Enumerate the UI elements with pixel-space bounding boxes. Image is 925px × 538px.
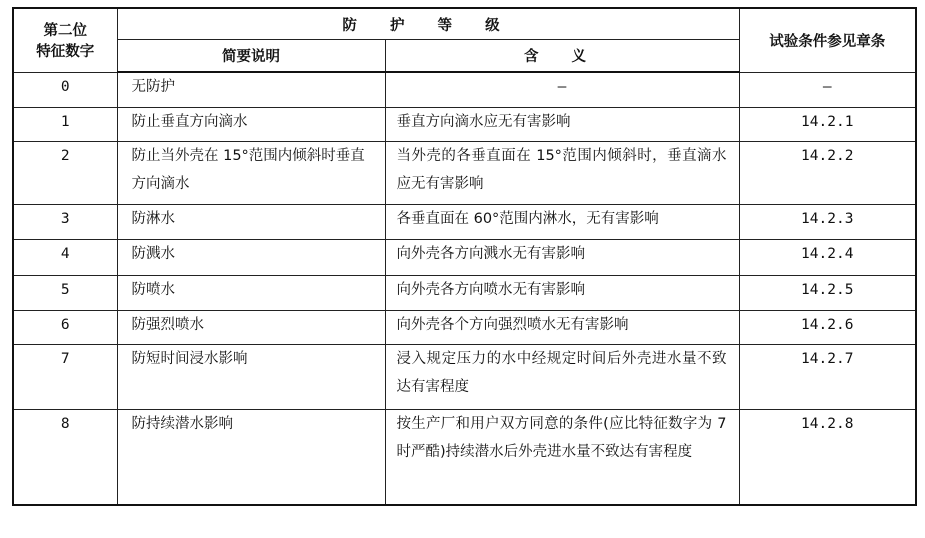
row-meaning: 按生产厂和用户双方同意的条件(应比特征数字为 7 时严酷)持续潜水后外壳进水量不致达有害程度 — [385, 410, 739, 506]
row-num: 6 — [13, 311, 117, 345]
table-row — [13, 108, 916, 142]
row-meaning: 向外壳各个方向强烈喷水无有害影响 — [385, 311, 739, 345]
table-row — [13, 410, 916, 506]
row-ref: 14.2.3 — [739, 205, 916, 240]
header-test-ref: 试验条件参见章条 — [739, 8, 916, 72]
row-meaning: 垂直方向滴水应无有害影响 — [385, 108, 739, 142]
header-digit-line2: 特征数字 — [36, 44, 95, 61]
row-desc: 防淋水 — [117, 205, 385, 240]
row-ref: 14.2.5 — [739, 276, 916, 311]
row-num: 1 — [13, 108, 117, 142]
header-digit-line1: 第二位 — [43, 23, 87, 40]
row-meaning: 各垂直面在 60°范围内淋水，无有害影响 — [385, 205, 739, 240]
row-desc: 防喷水 — [117, 276, 385, 311]
row-num: 7 — [13, 345, 117, 410]
row-desc: 防强烈喷水 — [117, 311, 385, 345]
table-row — [13, 345, 916, 410]
row-meaning: — — [385, 72, 739, 108]
table-row — [13, 142, 916, 205]
header-meaning: 含 义 — [385, 40, 739, 73]
row-ref: — — [739, 72, 916, 108]
header-brief: 简要说明 — [117, 40, 385, 73]
row-desc: 防持续潜水影响 — [117, 410, 385, 506]
table-row — [13, 276, 916, 311]
row-desc: 防短时间浸水影响 — [117, 345, 385, 410]
table-row — [13, 205, 916, 240]
header-protection-level: 防 护 等 级 — [117, 8, 739, 40]
row-num: 8 — [13, 410, 117, 506]
row-ref: 14.2.4 — [739, 240, 916, 276]
row-desc: 防止垂直方向滴水 — [117, 108, 385, 142]
row-desc: 无防护 — [117, 72, 385, 108]
row-num: 3 — [13, 205, 117, 240]
row-num: 2 — [13, 142, 117, 205]
row-ref: 14.2.2 — [739, 142, 916, 205]
row-meaning: 向外壳各方向喷水无有害影响 — [385, 276, 739, 311]
row-ref: 14.2.7 — [739, 345, 916, 410]
header-digit — [13, 8, 117, 72]
table-row — [13, 72, 916, 108]
row-meaning: 向外壳各方向溅水无有害影响 — [385, 240, 739, 276]
row-num: 5 — [13, 276, 117, 311]
row-desc: 防止当外壳在 15°范围内倾斜时垂直方向滴水 — [117, 142, 385, 205]
row-ref: 14.2.8 — [739, 410, 916, 506]
row-desc: 防溅水 — [117, 240, 385, 276]
row-num: 0 — [13, 72, 117, 108]
row-meaning: 浸入规定压力的水中经规定时间后外壳进水量不致达有害程度 — [385, 345, 739, 410]
row-ref: 14.2.1 — [739, 108, 916, 142]
table-row — [13, 311, 916, 345]
table-row — [13, 240, 916, 276]
row-meaning: 当外壳的各垂直面在 15°范围内倾斜时，垂直滴水应无有害影响 — [385, 142, 739, 205]
row-ref: 14.2.6 — [739, 311, 916, 345]
protection-level-table — [12, 7, 917, 506]
row-num: 4 — [13, 240, 117, 276]
